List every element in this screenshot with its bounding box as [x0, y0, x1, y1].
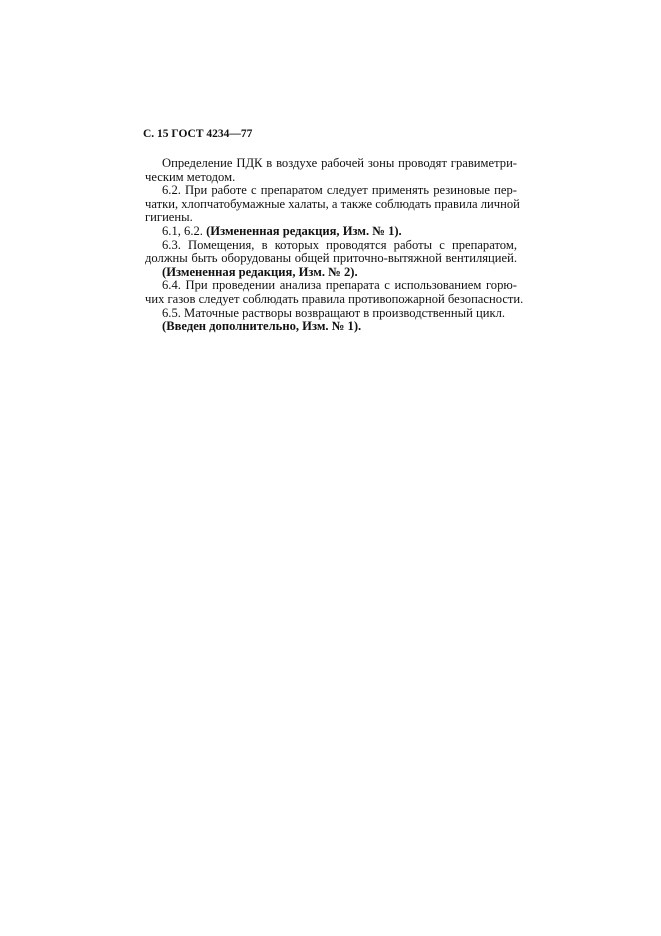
amendment-prefix: 6.1, 6.2. [162, 223, 207, 238]
paragraph-line: чатки, хлопчатобумажные халаты, а также соблюдать правила личной [145, 196, 520, 211]
paragraph-line: чих газов следует соблюдать правила противопожарной безопасности. [145, 291, 524, 306]
paragraph-line: Определение ПДК в воздухе рабочей зоны проводят гравиметри- [162, 156, 517, 170]
amendment-bold: (Измененная редакция, Изм. № 1). [206, 223, 402, 238]
amendment-note [145, 225, 517, 239]
amendment-note: (Измененная редакция, Изм. № 2). [162, 264, 358, 279]
amendment-note: (Введен дополнительно, Изм. № 1). [162, 319, 362, 334]
paragraph-line: ческим методом. [145, 169, 236, 184]
paragraph-line: 6.4. При проведении анализа препарата с использованием горю- [162, 278, 517, 293]
paragraph-line: 6.2. При работе с препаратом следует применять резиновые пер- [162, 183, 517, 198]
paragraph-line: 6.3. Помещения, в которых проводятся работы с препаратом, [162, 237, 517, 252]
paragraph-line: 6.5. Маточные растворы возвращают в производственный цикл. [162, 305, 506, 320]
document-page [143, 127, 524, 334]
paragraph-line: гигиены. [145, 210, 193, 225]
paragraph-line: должны быть оборудованы общей приточно-вытяжной вентиляцией. [145, 251, 517, 266]
page-header: С. 15 ГОСТ 4234—77 [143, 128, 253, 140]
section-text [145, 156, 524, 334]
